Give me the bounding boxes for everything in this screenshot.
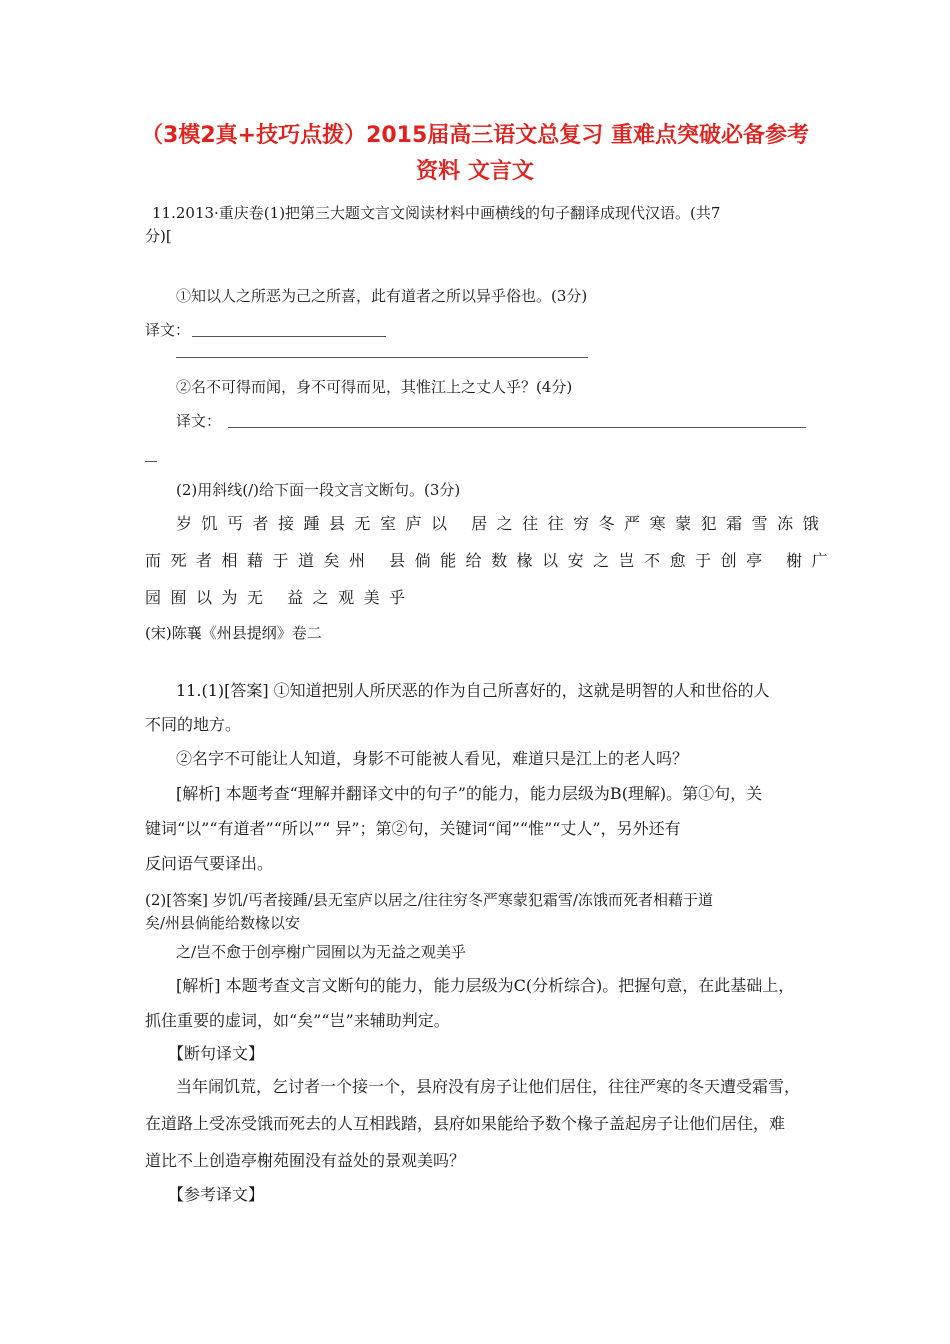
title-line-1: （3模2真+技巧点拨）2015届高三语文总复习 重难点突破必备参考 xyxy=(141,123,809,148)
question-intro-line-1: 11.2013·重庆卷(1)把第三大题文言文阅读材料中画横线的句子翻译成现代汉语。(共7 xyxy=(152,204,721,222)
answer-label-1: 译文： xyxy=(145,321,191,339)
answer-part-2-line-3: 之/岂不愈于创亭榭广园囿以为无益之观美乎 xyxy=(176,943,467,961)
translation-line-2: 在道路上受冻受饿而死去的人互相践踏，县府如果能给予数个椽子盖起房子让他们居住，难 xyxy=(145,1114,786,1133)
passage-line-3: 园囿以为无 益之观美乎 xyxy=(145,588,415,607)
answer-blank-1b xyxy=(176,357,588,358)
answer-blank-1a xyxy=(192,336,386,337)
document-title xyxy=(120,118,830,190)
title-line-2: 资料 文言文 xyxy=(416,159,534,184)
question-part-2: (2)用斜线(/)给下面一段文言文断句。(3分) xyxy=(176,481,461,499)
answer-blank-2a xyxy=(228,427,806,428)
translation-line-1: 当年闹饥荒，乞讨者一个接一个，县府没有房子让他们居住，往往严寒的冬天遭受霜雪， xyxy=(176,1077,801,1096)
answer-part-2-line-1: (2)[答案] 岁饥/丐者接踵/县无室庐以居之/往往穷冬严寒蒙犯霜雪/冻饿而死者相藉于道 xyxy=(145,891,713,909)
answer-label-2: 译文： xyxy=(176,412,222,430)
analysis-1-line-1: [解析] 本题考查“理解并翻译文中的句子”的能力，能力层级为B(理解)。第①句，关 xyxy=(176,784,763,803)
analysis-2-line-1: [解析] 本题考查文言文断句的能力，能力层级为C(分析综合)。把握句意，在此基础上， xyxy=(176,976,795,995)
duanju-heading: 【断句译文】 xyxy=(168,1044,265,1063)
passage-line-2: 而死者相藉于道矣州 县倘能给数椽以安之岂不愈于创亭 榭广 xyxy=(145,551,838,570)
answer-part-2-line-2: 矣/州县倘能给数椽以安 xyxy=(145,914,301,932)
answer-2: ②名字不可能让人知道，身影不可能被人看见，难道只是江上的老人吗？ xyxy=(176,749,689,768)
analysis-1-line-3: 反问语气要译出。 xyxy=(145,854,274,873)
analysis-2-line-2: 抓住重要的虚词，如“矣”“岂”来辅助判定。 xyxy=(145,1011,450,1030)
answer-blank-2b xyxy=(145,461,157,462)
question-item-2: ②名不可得而闻，身不可得而见，其惟江上之丈人乎？(4分) xyxy=(176,378,573,396)
reference-heading: 【参考译文】 xyxy=(168,1185,265,1204)
question-item-1: ①知以人之所恶为己之所喜，此有道者之所以异乎俗也。(3分) xyxy=(176,287,588,305)
passage-source: (宋)陈襄《州县提纲》卷二 xyxy=(145,624,322,642)
translation-line-3: 道比不上创造亭榭苑囿没有益处的景观美吗？ xyxy=(145,1151,466,1170)
answer-1-line-1: 11.(1)[答案] ①知道把别人所厌恶的作为自己所喜好的，这就是明智的人和世俗的人 xyxy=(176,681,770,700)
question-intro-line-2: 分)[ xyxy=(145,227,172,245)
passage-line-1: 岁饥丐者接踵县无室庐以 居之往往穷冬严寒蒙犯霜雪冻饿 xyxy=(176,514,829,533)
analysis-1-line-2: 键词“以”“有道者”“所以”“ 异”；第②句，关键词“闻”“惟”“丈人”，另外还有 xyxy=(145,819,681,838)
answer-1-line-2: 不同的地方。 xyxy=(145,715,242,734)
